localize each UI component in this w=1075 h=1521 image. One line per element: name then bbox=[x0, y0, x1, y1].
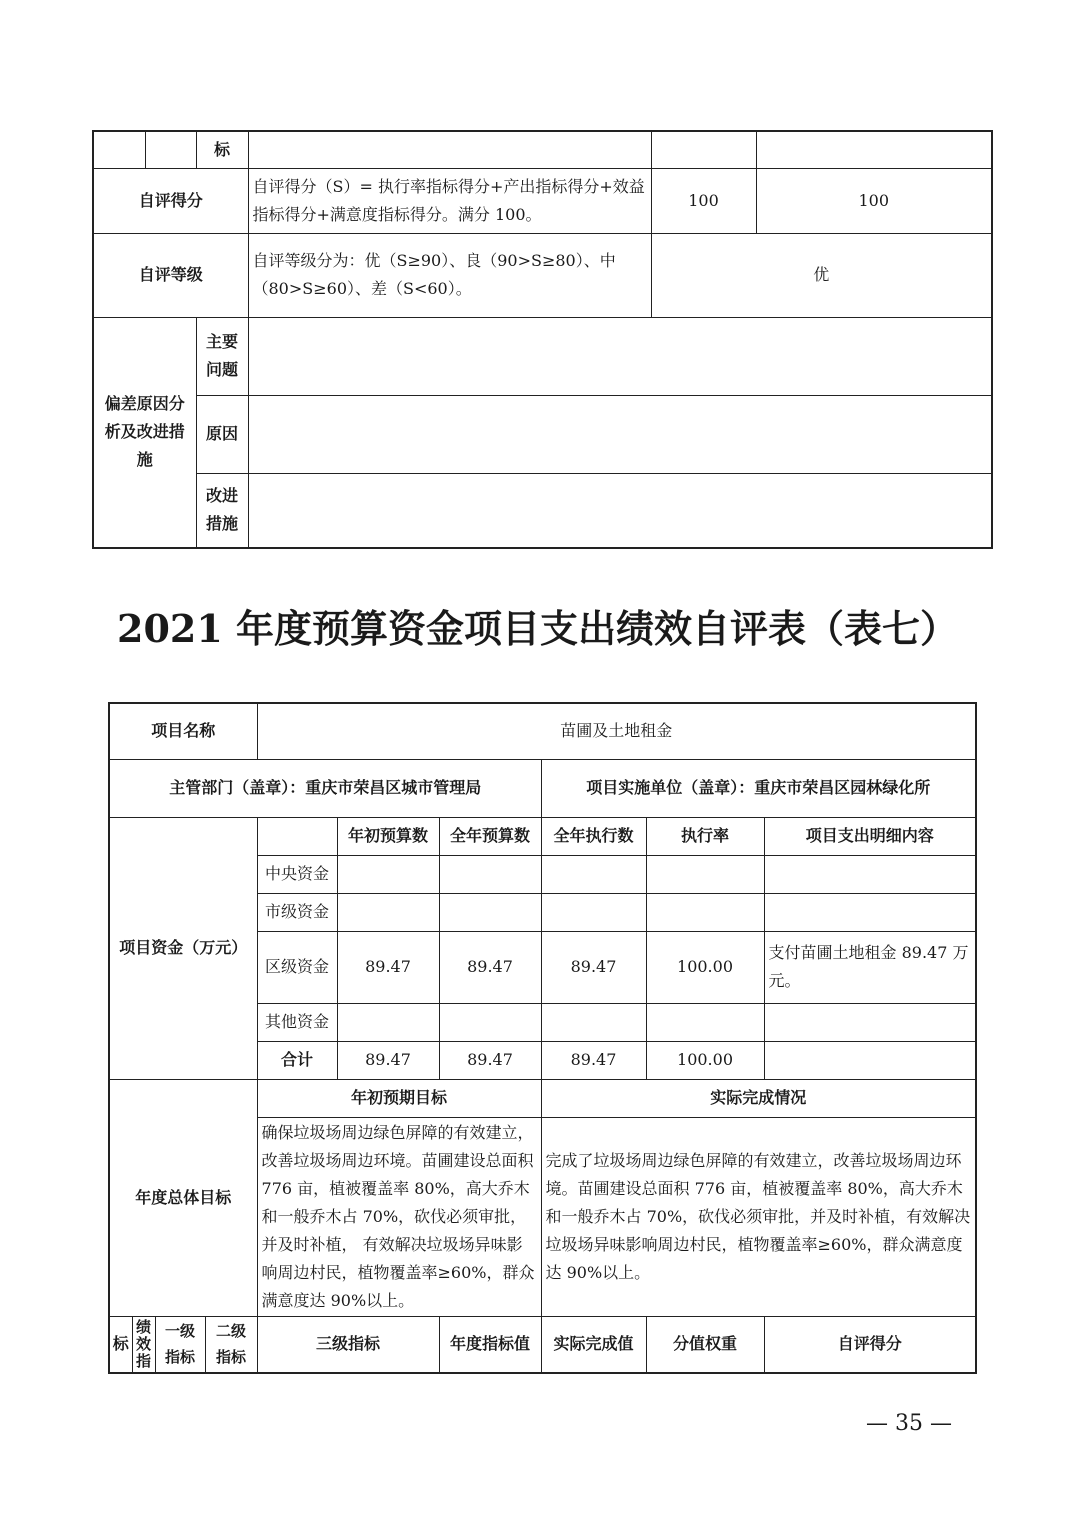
fund-detail bbox=[764, 855, 976, 893]
header-annual-executed: 全年执行数 bbox=[541, 817, 646, 855]
measures-label: 改进措施 bbox=[196, 473, 248, 548]
score-weight-header: 分值权重 bbox=[646, 1316, 764, 1373]
header-annual-budget: 全年预算数 bbox=[439, 817, 541, 855]
header-initial-budget: 年初预算数 bbox=[337, 817, 439, 855]
self-grade-value: 优 bbox=[651, 233, 992, 317]
fund-value: 89.47 bbox=[439, 931, 541, 1003]
expected-goal-header: 年初预期目标 bbox=[257, 1079, 541, 1117]
self-score-header: 自评得分 bbox=[764, 1316, 976, 1373]
indicator-header-label: 标 bbox=[109, 1316, 132, 1373]
fund-detail bbox=[764, 893, 976, 931]
level3-indicator-header: 三级指标 bbox=[257, 1316, 439, 1373]
empty-cell bbox=[93, 131, 145, 168]
actual-completion-text: 完成了垃圾场周边绿色屏障的有效建立，改善垃圾场周边环境。苗圃建设总面积 776 亩，植被覆盖率 80%，高大乔木和一般乔木占 70%，砍伐必须审批，并及时补植，有效解决垃圾场异味影响周边村民，植物覆盖率≥60%，群众满意度达 90%以上。 bbox=[541, 1117, 976, 1316]
project-funds-label: 项目资金（万元） bbox=[109, 817, 257, 1079]
fund-total-rate: 100.00 bbox=[646, 1041, 764, 1079]
level2-indicator-header: 二级指标 bbox=[205, 1316, 257, 1373]
reason-content bbox=[248, 395, 992, 473]
fund-value bbox=[337, 1003, 439, 1041]
fund-value bbox=[541, 1003, 646, 1041]
page-number: — 35 — bbox=[866, 1411, 952, 1436]
implementing-unit: 项目实施单位（盖章）：重庆市荣昌区园林绿化所 bbox=[541, 759, 976, 817]
fund-value bbox=[337, 855, 439, 893]
annual-goal-label: 年度总体目标 bbox=[109, 1079, 257, 1316]
fund-source-central: 中央资金 bbox=[257, 855, 337, 893]
fund-total-value: 89.47 bbox=[541, 1041, 646, 1079]
fund-total-value: 89.47 bbox=[337, 1041, 439, 1079]
level1-indicator-header: 一级指标 bbox=[155, 1316, 205, 1373]
fund-value bbox=[541, 855, 646, 893]
empty-cell bbox=[248, 131, 651, 168]
actual-completion-header: 实际完成情况 bbox=[541, 1079, 976, 1117]
fund-rate bbox=[646, 855, 764, 893]
fund-rate bbox=[646, 893, 764, 931]
fund-source-other: 其他资金 bbox=[257, 1003, 337, 1041]
fund-value bbox=[337, 893, 439, 931]
fund-value: 89.47 bbox=[541, 931, 646, 1003]
fund-detail bbox=[764, 1003, 976, 1041]
main-issue-label: 主要问题 bbox=[196, 317, 248, 395]
self-score-value: 100 bbox=[651, 168, 756, 233]
self-score-label: 自评得分 bbox=[93, 168, 248, 233]
self-score-total: 100 bbox=[756, 168, 992, 233]
self-grade-description: 自评等级分为：优（S≥90）、良（90>S≥80）、中（80>S≥60）、差（S<60）。 bbox=[248, 233, 651, 317]
project-name-label: 项目名称 bbox=[109, 703, 257, 759]
header-expense-detail: 项目支出明细内容 bbox=[764, 817, 976, 855]
fund-value bbox=[439, 893, 541, 931]
empty-cell bbox=[651, 131, 756, 168]
budget-performance-table bbox=[108, 702, 977, 1374]
annual-target-header: 年度指标值 bbox=[439, 1316, 541, 1373]
expected-goal-text: 确保垃圾场周边绿色屏障的有效建立，改善垃圾场周边环境。苗圃建设总面积 776 亩，植被覆盖率 80%，高大乔木和一般乔木占 70%，砍伐必须审批，并及时补植， 有效解决垃圾场异味影响周边村民，植物覆盖率≥60%，群众满意度达 90%以上。 bbox=[257, 1117, 541, 1316]
actual-value-header: 实际完成值 bbox=[541, 1316, 646, 1373]
supervising-department: 主管部门（盖章）：重庆市荣昌区城市管理局 bbox=[109, 759, 541, 817]
fund-source-district: 区级资金 bbox=[257, 931, 337, 1003]
fund-value bbox=[439, 1003, 541, 1041]
main-issue-content bbox=[248, 317, 992, 395]
fund-rate bbox=[646, 1003, 764, 1041]
fund-source-municipal: 市级资金 bbox=[257, 893, 337, 931]
self-score-description: 自评得分（S）= 执行率指标得分+产出指标得分+效益指标得分+满意度指标得分。满分 100。 bbox=[248, 168, 651, 233]
fund-detail: 支付苗圃土地租金 89.47 万元。 bbox=[764, 931, 976, 1003]
empty-cell bbox=[145, 131, 196, 168]
indicator-label-fragment: 标 bbox=[196, 131, 248, 168]
empty-cell bbox=[756, 131, 992, 168]
fund-value bbox=[541, 893, 646, 931]
performance-indicator-header: 绩效指 bbox=[132, 1316, 155, 1373]
header-execution-rate: 执行率 bbox=[646, 817, 764, 855]
deviation-analysis-label: 偏差原因分析及改进措施 bbox=[93, 317, 196, 548]
page-title: 2021 年度预算资金项目支出绩效自评表（表七） bbox=[117, 606, 958, 651]
self-grade-label: 自评等级 bbox=[93, 233, 248, 317]
fund-value: 89.47 bbox=[337, 931, 439, 1003]
measures-content bbox=[248, 473, 992, 548]
fund-rate: 100.00 bbox=[646, 931, 764, 1003]
self-evaluation-summary-table bbox=[92, 130, 993, 549]
empty-cell bbox=[257, 817, 337, 855]
project-name-value: 苗圃及土地租金 bbox=[257, 703, 976, 759]
fund-total-label: 合计 bbox=[257, 1041, 337, 1079]
fund-total-value: 89.47 bbox=[439, 1041, 541, 1079]
reason-label: 原因 bbox=[196, 395, 248, 473]
fund-total-detail bbox=[764, 1041, 976, 1079]
fund-value bbox=[439, 855, 541, 893]
